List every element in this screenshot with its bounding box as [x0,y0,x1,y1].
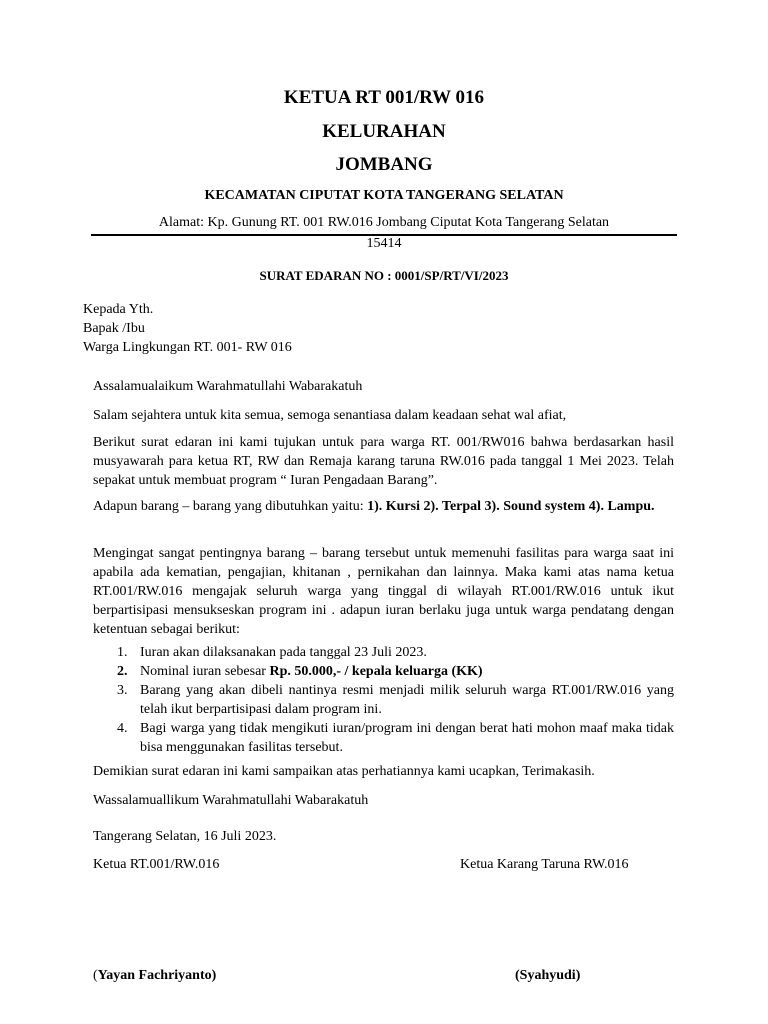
recipient-line-1: Kepada Yth. [83,302,154,317]
reminder-paragraph: Mengingat sangat pentingnya barang – barang tersebut untuk memenuhi fasilitas para warga saat ini apabila ada kematian, pengajian, khitanan , pernikahan dan lainnya. Maka kami atas nama ketua RT.001/RW.016 mengajak seluruh warga yang tinggal di wilayah RT.001/RW.016 untuk ikut berpartisipasi mensukseskan program ini . adapun iuran berlaku juga untuk warga pendatang dengan ketentuan sebagai berikut: [93,546,674,637]
term-number: 3. [117,683,128,698]
letterhead-jombang: JOMBANG [335,154,433,175]
signatory-left-title: Ketua RT.001/RW.016 [93,857,220,872]
intro-paragraph: Berikut surat edaran ini kami tujukan untuk para warga RT. 001/RW016 bahwa berdasarkan hasil musyawarah para ketua RT, RW dan Remaja karang taruna RW.016 pada tanggal 1 Mei 2023. Telah sepakat untuk membuat program “ Iuran Pengadaan Barang”. [93,435,674,488]
recipient-block [83,300,292,357]
items-lead: Adapun barang – barang yang dibutuhkan yaitu: [93,499,368,514]
recipient-line-2: Bapak /Ibu [83,321,145,336]
term-text-bold: Rp. 50.000,- / kepala keluarga (KK) [269,664,483,679]
recipient-line-3: Warga Lingkungan RT. 001- RW 016 [83,340,292,355]
salutation: Salam sejahtera untuk kita semua, semoga senantiasa dalam keadaan sehat wal afiat, [93,408,567,423]
signatory-right-title: Ketua Karang Taruna RW.016 [460,857,629,872]
letter-number: SURAT EDARAN NO : 0001/SP/RT/VI/2023 [259,268,509,283]
items-list-bold: 1). Kursi 2). Terpal 3). Sound system 4). Lampu. [367,499,655,514]
items-paragraph [93,497,674,516]
signatory-left-paren: ( [93,968,98,983]
place-date: Tangerang Selatan, 16 Juli 2023. [93,829,277,844]
letterhead-kelurahan: KELURAHAN [322,121,446,142]
term-item [93,719,674,757]
term-text: Bagi warga yang tidak mengikuti iuran/program ini dengan berat hati mohon maaf maka tidak bisa menggunakan fasilitas tersebut. [140,721,674,755]
signatory-left-name-text: Yayan Fachriyanto) [97,968,217,983]
term-item [93,662,674,681]
letterhead-kecamatan: KECAMATAN CIPUTAT KOTA TANGERANG SELATAN [204,188,564,203]
signatory-left-name [93,966,216,985]
term-number: 4. [117,721,128,736]
term-text: Barang yang akan dibeli nantinya resmi menjadi milik seluruh warga RT.001/RW.016 yang telah ikut berpartisipasi dalam program ini. [140,683,674,717]
term-number: 1. [117,645,128,660]
farewell: Wassalamuallikum Warahmatullahi Wabarakatuh [93,793,369,808]
letterhead-postal-code: 15414 [366,236,402,251]
term-item [93,681,674,719]
term-item [93,643,674,662]
letterhead-title: KETUA RT 001/RW 016 [283,87,485,108]
terms-list [93,643,674,757]
closing-paragraph: Demikian surat edaran ini kami sampaikan atas perhatiannya kami ucapkan, Terimakasih. [93,764,595,779]
signatory-right-name: (Syahyudi) [515,968,581,983]
letterhead-address: Alamat: Kp. Gunung RT. 001 RW.016 Jombang Ciputat Kota Tangerang Selatan [158,215,610,230]
term-text: Nominal iuran sebesar [140,664,270,679]
greeting: Assalamualaikum Warahmatullahi Wabarakatuh [93,379,363,394]
term-number: 2. [117,664,128,679]
term-text: Iuran akan dilaksanakan pada tanggal 23 Juli 2023. [140,645,427,660]
